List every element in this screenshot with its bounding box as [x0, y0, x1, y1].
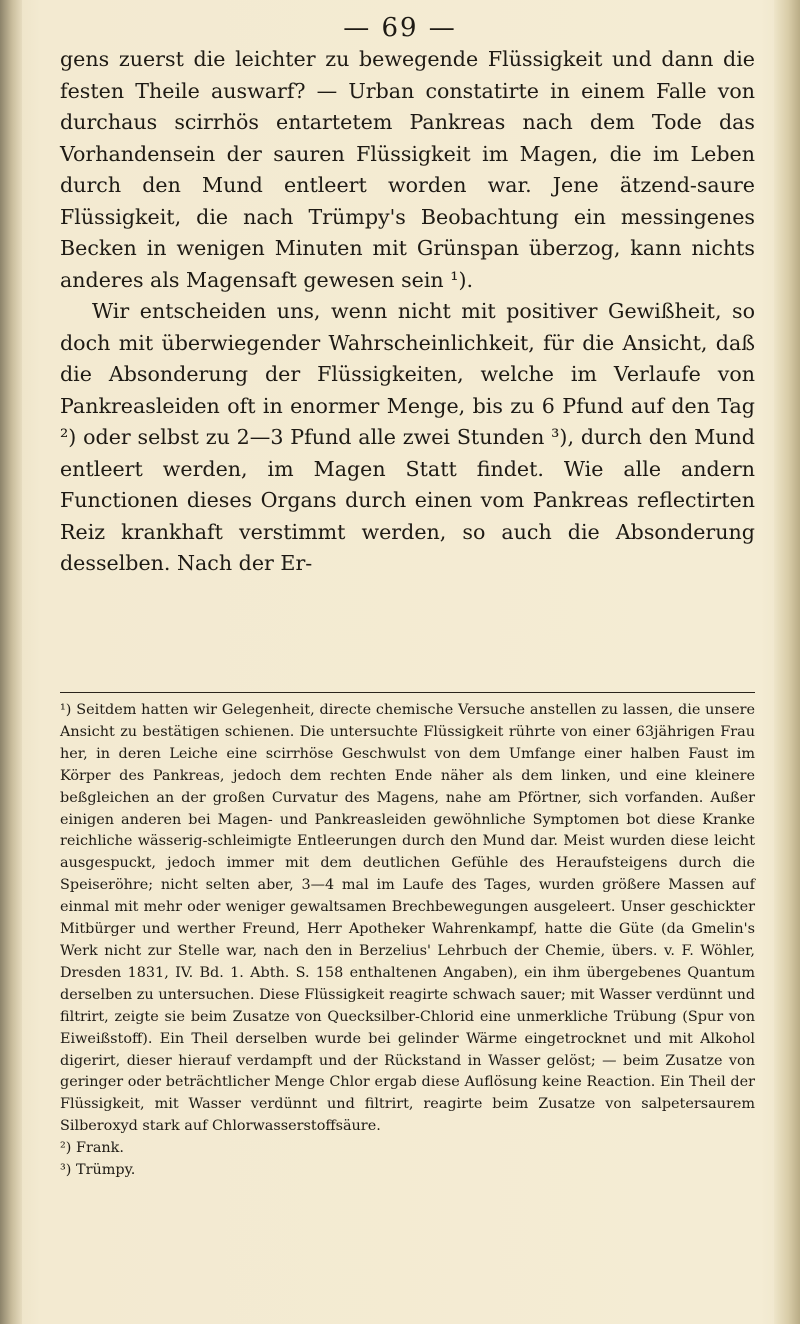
footnote: [60, 1160, 755, 1182]
footnote-text: Frank.: [75, 1140, 124, 1157]
paragraph: Wir entscheiden uns, wenn nicht mit positiver Gewißheit, so doch mit überwiegender Wahrscheinlichkeit, für die Ansicht, daß die Absonderung der Flüssigkeiten, welche im Verlaufe von Pankreasleiden oft in enormer Menge, bis zu 6 Pfund auf den Tag ²) oder selbst zu 2—3 Pfund alle zwei Stunden ³), durch den Mund entleert werden, im Magen Statt findet. Wie alle andern Functionen dieses Organs durch einen vom Pankreas reflectirten Reiz krankhaft verstimmt werden, so auch die Absonderung desselben. Nach der Er-: [60, 299, 755, 575]
binding-shadow-left: [0, 0, 22, 1324]
footnote-text: Trümpy.: [75, 1162, 136, 1179]
paragraph: gens zuerst die leichter zu bewegende Flüssigkeit und dann die festen Theile auswarf? — Urban constatirte in einem Falle von durchaus scirrhös entartetem Pankreas nach dem Tode das Vorhandensein der sauren Flüssigkeit im Magen, die im Leben durch den Mund entleert worden war. Jene ätzend-saure Flüssigkeit, die nach Trümpy's Beobachtung ein messingenes Becken in wenigen Minuten mit Grünspan überzog, kann nichts anderes als Magensaft gewesen sein ¹).: [60, 47, 755, 292]
footnote-divider: [60, 692, 755, 693]
footnote: [60, 1138, 755, 1160]
footnote-mark: ¹): [60, 702, 72, 718]
page-number: — 69 —: [343, 13, 457, 43]
page-edge-right: [774, 0, 800, 1324]
main-text: [60, 44, 755, 580]
page-header: [50, 10, 750, 46]
footnotes: [60, 700, 755, 1182]
footnote: [60, 700, 755, 1138]
footnote-mark: ³): [60, 1162, 72, 1179]
footnote-mark: ²): [60, 1140, 72, 1157]
footnote-text: Seitdem hatten wir Gelegenheit, directe chemische Versuche anstellen zu lassen, die unsere Ansicht zu bestätigen schienen. Die untersuchte Flüssigkeit rührte von einer 63jährigen Frau her, in deren Leiche eine scirrhöse Geschwulst von dem Umfange einer halben Faust im Körper des Pankreas, jedoch dem rechten Ende näher als dem linken, und eine kleinere beßgleichen an der großen Curvatur des Magens, nahe am Pförtner, sich vorfanden. Außer einigen anderen bei Magen- und Pankreasleiden gewöhnliche Symptomen bot diese Kranke reichliche wässerig-schleimigte Entleerungen durch den Mund dar. Meist wurden diese leicht ausgespuckt, jedoch immer mit dem deutlichen Gefühle des Heraufsteigens durch die Speiseröhre; nicht selten aber, 3—4 mal im Laufe des Tages, wurden größere Massen auf einmal mit mehr oder weniger gewaltsamen Brechbewegungen ausgeleert. Unser geschickter Mitbürger und werther Freund, Herr Apotheker Wahrenkampf, hatte die Güte (da Gmelin's Werk nicht zur Stelle war, nach den in Berzelius' Lehrbuch der Chemie, übers. v. F. Wöhler, Dresden 1831, IV. Bd. 1. Abth. S. 158 enthaltenen Angaben), ein ihm übergebenes Quantum derselben zu untersuchen. Diese Flüssigkeit reagirte schwach sauer; mit Wasser verdünnt und filtrirt, zeigte sie beim Zusatze von Quecksilber-Chlorid eine unmerkliche Trübung (Spur von Eiweißstoff). Ein Theil derselben wurde bei gelinder Wärme eingetrocknet und mit Alkohol digerirt, dieser hierauf verdampft und der Rückstand in Wasser gelöst; — beim Zusatze von geringer oder beträchtlicher Menge Chlor ergab diese Auflösung keine Reaction. Ein Theil der Flüssigkeit, mit Wasser verdünnt und filtrirt, reagirte beim Zusatze von salpetersaurem Silberoxyd stark auf Chlorwasserstoffsäure.: [60, 702, 755, 1135]
